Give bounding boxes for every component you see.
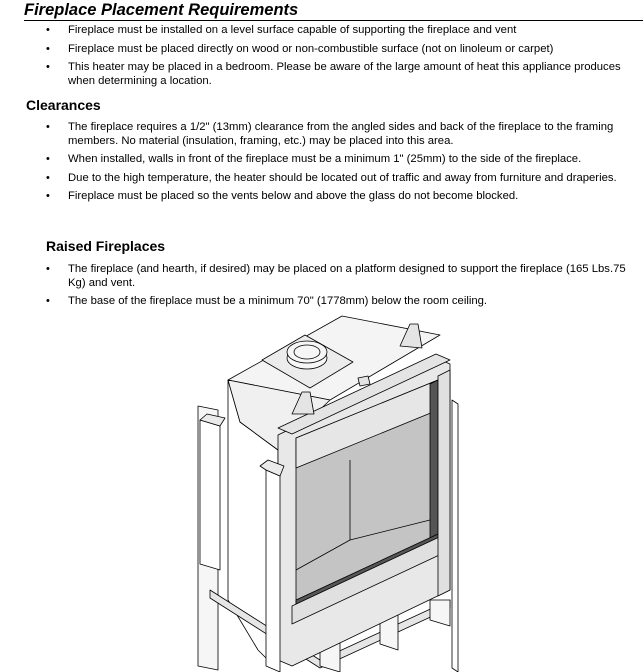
bracket [358,376,370,386]
list-item [46,42,638,57]
placement-list [46,24,638,93]
raised-list [46,263,638,314]
bullet-icon: • [46,190,50,202]
list-item-text: Fireplace must be placed directly on wood or non-combustible surface (not on linoleum or carpet) [68,42,554,55]
framing-post [200,420,220,570]
list-item-text: The base of the fireplace must be a minimum 70" (1778mm) below the room ceiling. [68,295,488,307]
bullet-icon: • [46,24,50,36]
page-title: Fireplace Placement Requirements [24,0,643,21]
bullet-icon: • [46,153,50,165]
list-item-text: Fireplace must be installed on a level surface capable of supporting the fireplace and vent [68,24,517,36]
list-item-text: Due to the high temperature, the heater should be located out of traffic and away from furniture and draperies. [68,171,617,184]
list-item [46,153,638,167]
list-item-text: This heater may be placed in a bedroom. Please be aware of the large amount of heat this appliance produces when determining a location. [68,61,621,87]
framing-post [452,400,458,672]
list-item-text: The fireplace requires a 1/2" (13mm) clearance from the angled sides and back of the fireplace to the framing members. No material (insulation, framing, etc.) may be placed into this area. [68,121,614,147]
bullet-icon: • [46,61,50,73]
clearances-list [46,121,638,209]
list-item [46,171,638,186]
bullet-icon: • [46,121,50,133]
list-item [46,295,638,309]
bullet-icon: • [46,171,50,184]
list-item-text: Fireplace must be placed so the vents below and above the glass do not become blocked. [68,190,519,202]
bullet-icon: • [46,263,50,275]
list-item-text: When installed, walls in front of the fireplace must be a minimum 1" (25mm) to the side of the fireplace. [68,153,582,165]
bullet-icon: • [46,42,50,55]
clearances-heading: Clearances [26,97,101,113]
side-strip [438,370,450,596]
list-item [46,61,638,88]
list-item-text: The fireplace (and hearth, if desired) may be placed on a platform designed to support the fireplace (165 Lbs.75 Kg) and vent. [68,263,626,289]
list-item [46,190,638,204]
list-item [46,121,638,148]
list-item [46,24,638,38]
list-item [46,263,638,290]
fireplace-framing-illustration-icon [180,310,480,672]
raised-fireplaces-heading: Raised Fireplaces [46,238,166,254]
framing-post [266,470,280,672]
bullet-icon: • [46,295,50,307]
